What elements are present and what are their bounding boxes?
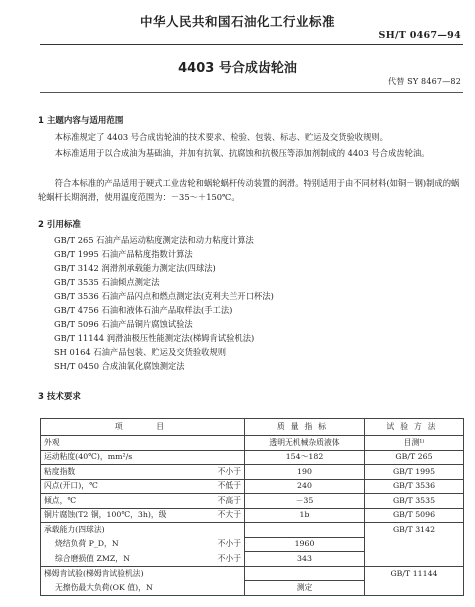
technical-requirements-table <box>40 418 464 596</box>
row-value: 154～182 <box>245 450 365 465</box>
row-condition: 不大于 <box>193 508 245 523</box>
table-row <box>41 581 464 596</box>
row-item: 承载能力(四球法) <box>41 523 193 538</box>
table-row <box>41 465 464 480</box>
section-2-heading: 2 引用标准 <box>38 220 81 230</box>
reference-item: GB/T 3535 石油倾点测定法 <box>54 277 160 287</box>
row-condition: 不小于 <box>193 465 245 480</box>
row-item: 运动粘度(40℃)，mm²/s <box>41 450 193 465</box>
row-value: 240 <box>245 479 365 494</box>
standard-code: SH/T 0467—94 <box>378 30 461 41</box>
reference-item: GB/T 1995 石油产品粘度指数计算法 <box>54 249 193 259</box>
replaced-standard: 代替 SY 8467—82 <box>388 77 461 86</box>
header-rule <box>40 44 463 45</box>
row-value: 190 <box>245 465 365 480</box>
row-item: 粘度指数 <box>41 465 193 480</box>
row-condition <box>193 523 245 538</box>
reference-item: GB/T 4756 石油和液体石油产品取样法(手工法) <box>54 305 233 315</box>
row-method: GB/T 11144 <box>365 566 464 581</box>
row-value <box>245 566 365 581</box>
row-method: GB/T 3536 <box>365 479 464 494</box>
row-value: 343 <box>245 552 365 567</box>
header-item: 项 目 <box>41 419 245 436</box>
table-row <box>41 436 464 451</box>
row-item: 闪点(开口)，℃ <box>41 479 193 494</box>
row-method: 目测¹⁾ <box>365 436 464 451</box>
row-value: 透明无机械杂质液体 <box>245 436 365 451</box>
row-item: 铜片腐蚀(T2 铜，100℃，3h)，级 <box>41 508 193 523</box>
row-condition: 不高于 <box>193 494 245 509</box>
row-method: GB/T 3535 <box>365 494 464 509</box>
title-rule <box>40 92 463 93</box>
row-value <box>245 523 365 538</box>
row-method <box>365 552 464 567</box>
reference-item: GB/T 265 石油产品运动粘度测定法和动力粘度计算法 <box>54 235 254 245</box>
row-method: GB/T 3142 <box>365 523 464 538</box>
table-row <box>41 479 464 494</box>
row-method: GB/T 265 <box>365 450 464 465</box>
row-value: 测定 <box>245 581 365 596</box>
row-method <box>365 537 464 552</box>
issuing-authority: 中华人民共和国石油化工行业标准 <box>139 14 335 29</box>
section-1-para-1: 本标准规定了 4403 号合成齿轮油的技术要求、检验、包装、标志、贮运及交货验收规则。 <box>54 132 388 142</box>
header-quality: 质量指标 <box>245 419 365 436</box>
reference-item: GB/T 5096 石油产品铜片腐蚀试验法 <box>54 319 193 329</box>
table-header-row <box>41 419 464 436</box>
table-row <box>41 523 464 538</box>
section-1-para-3: 符合本标准的产品适用于硬式工业齿轮和蜗轮蜗杆传动装置的润滑。特别适用于由不同材料(如铜－钢)制成的蜗轮蜗杆长期润滑，使用温度范围为：－35～＋150℃。 <box>38 178 460 202</box>
row-item: 外观 <box>41 436 193 451</box>
row-item: 梯姆肯试验(梯姆肯试验机法) <box>41 566 193 581</box>
row-condition <box>193 436 245 451</box>
row-value: 1b <box>245 508 365 523</box>
row-item: 综合磨损值 ZMZ，N <box>41 552 193 567</box>
row-condition <box>193 566 245 581</box>
reference-item: GB/T 3142 润滑剂承载能力测定法(四球法) <box>54 263 216 273</box>
row-item: 无擦伤最大负荷(OK 值)，N <box>41 581 193 596</box>
row-item: 倾点，℃ <box>41 494 193 509</box>
row-condition: 不低于 <box>193 479 245 494</box>
table-row <box>41 508 464 523</box>
reference-item: SH/T 0450 合成油氧化腐蚀测定法 <box>54 361 185 371</box>
section-1-para-2: 本标准适用于以合成油为基础油，并加有抗氧、抗腐蚀和抗极压等添加剂制成的 4403 号合成齿轮油。 <box>54 148 430 158</box>
table-row <box>41 566 464 581</box>
header-method: 试验方法 <box>365 419 464 436</box>
row-method: GB/T 1995 <box>365 465 464 480</box>
row-value: －35 <box>245 494 365 509</box>
row-method: GB/T 5096 <box>365 508 464 523</box>
table-row <box>41 450 464 465</box>
section-3-heading: 3 技术要求 <box>38 392 81 402</box>
reference-item: GB/T 3536 石油产品闪点和燃点测定法(克利夫兰开口杯法) <box>54 291 274 301</box>
row-condition: 不小于 <box>193 537 245 552</box>
row-condition <box>193 450 245 465</box>
table-row <box>41 494 464 509</box>
row-method <box>365 581 464 596</box>
table-row <box>41 537 464 552</box>
reference-item: SH 0164 石油产品包装、贮运及交货验收规则 <box>54 347 227 357</box>
row-condition: 不小于 <box>193 552 245 567</box>
section-1-heading: 1 主题内容与适用范围 <box>38 116 124 126</box>
document-title: 4403 号合成齿轮油 <box>178 61 297 76</box>
reference-item: GB/T 11144 润滑油极压性能测定法(梯姆肯试验机法) <box>54 333 255 343</box>
table-row <box>41 552 464 567</box>
row-item: 烧结负荷 P_D，N <box>41 537 193 552</box>
row-value: 1960 <box>245 537 365 552</box>
row-condition <box>193 581 245 596</box>
